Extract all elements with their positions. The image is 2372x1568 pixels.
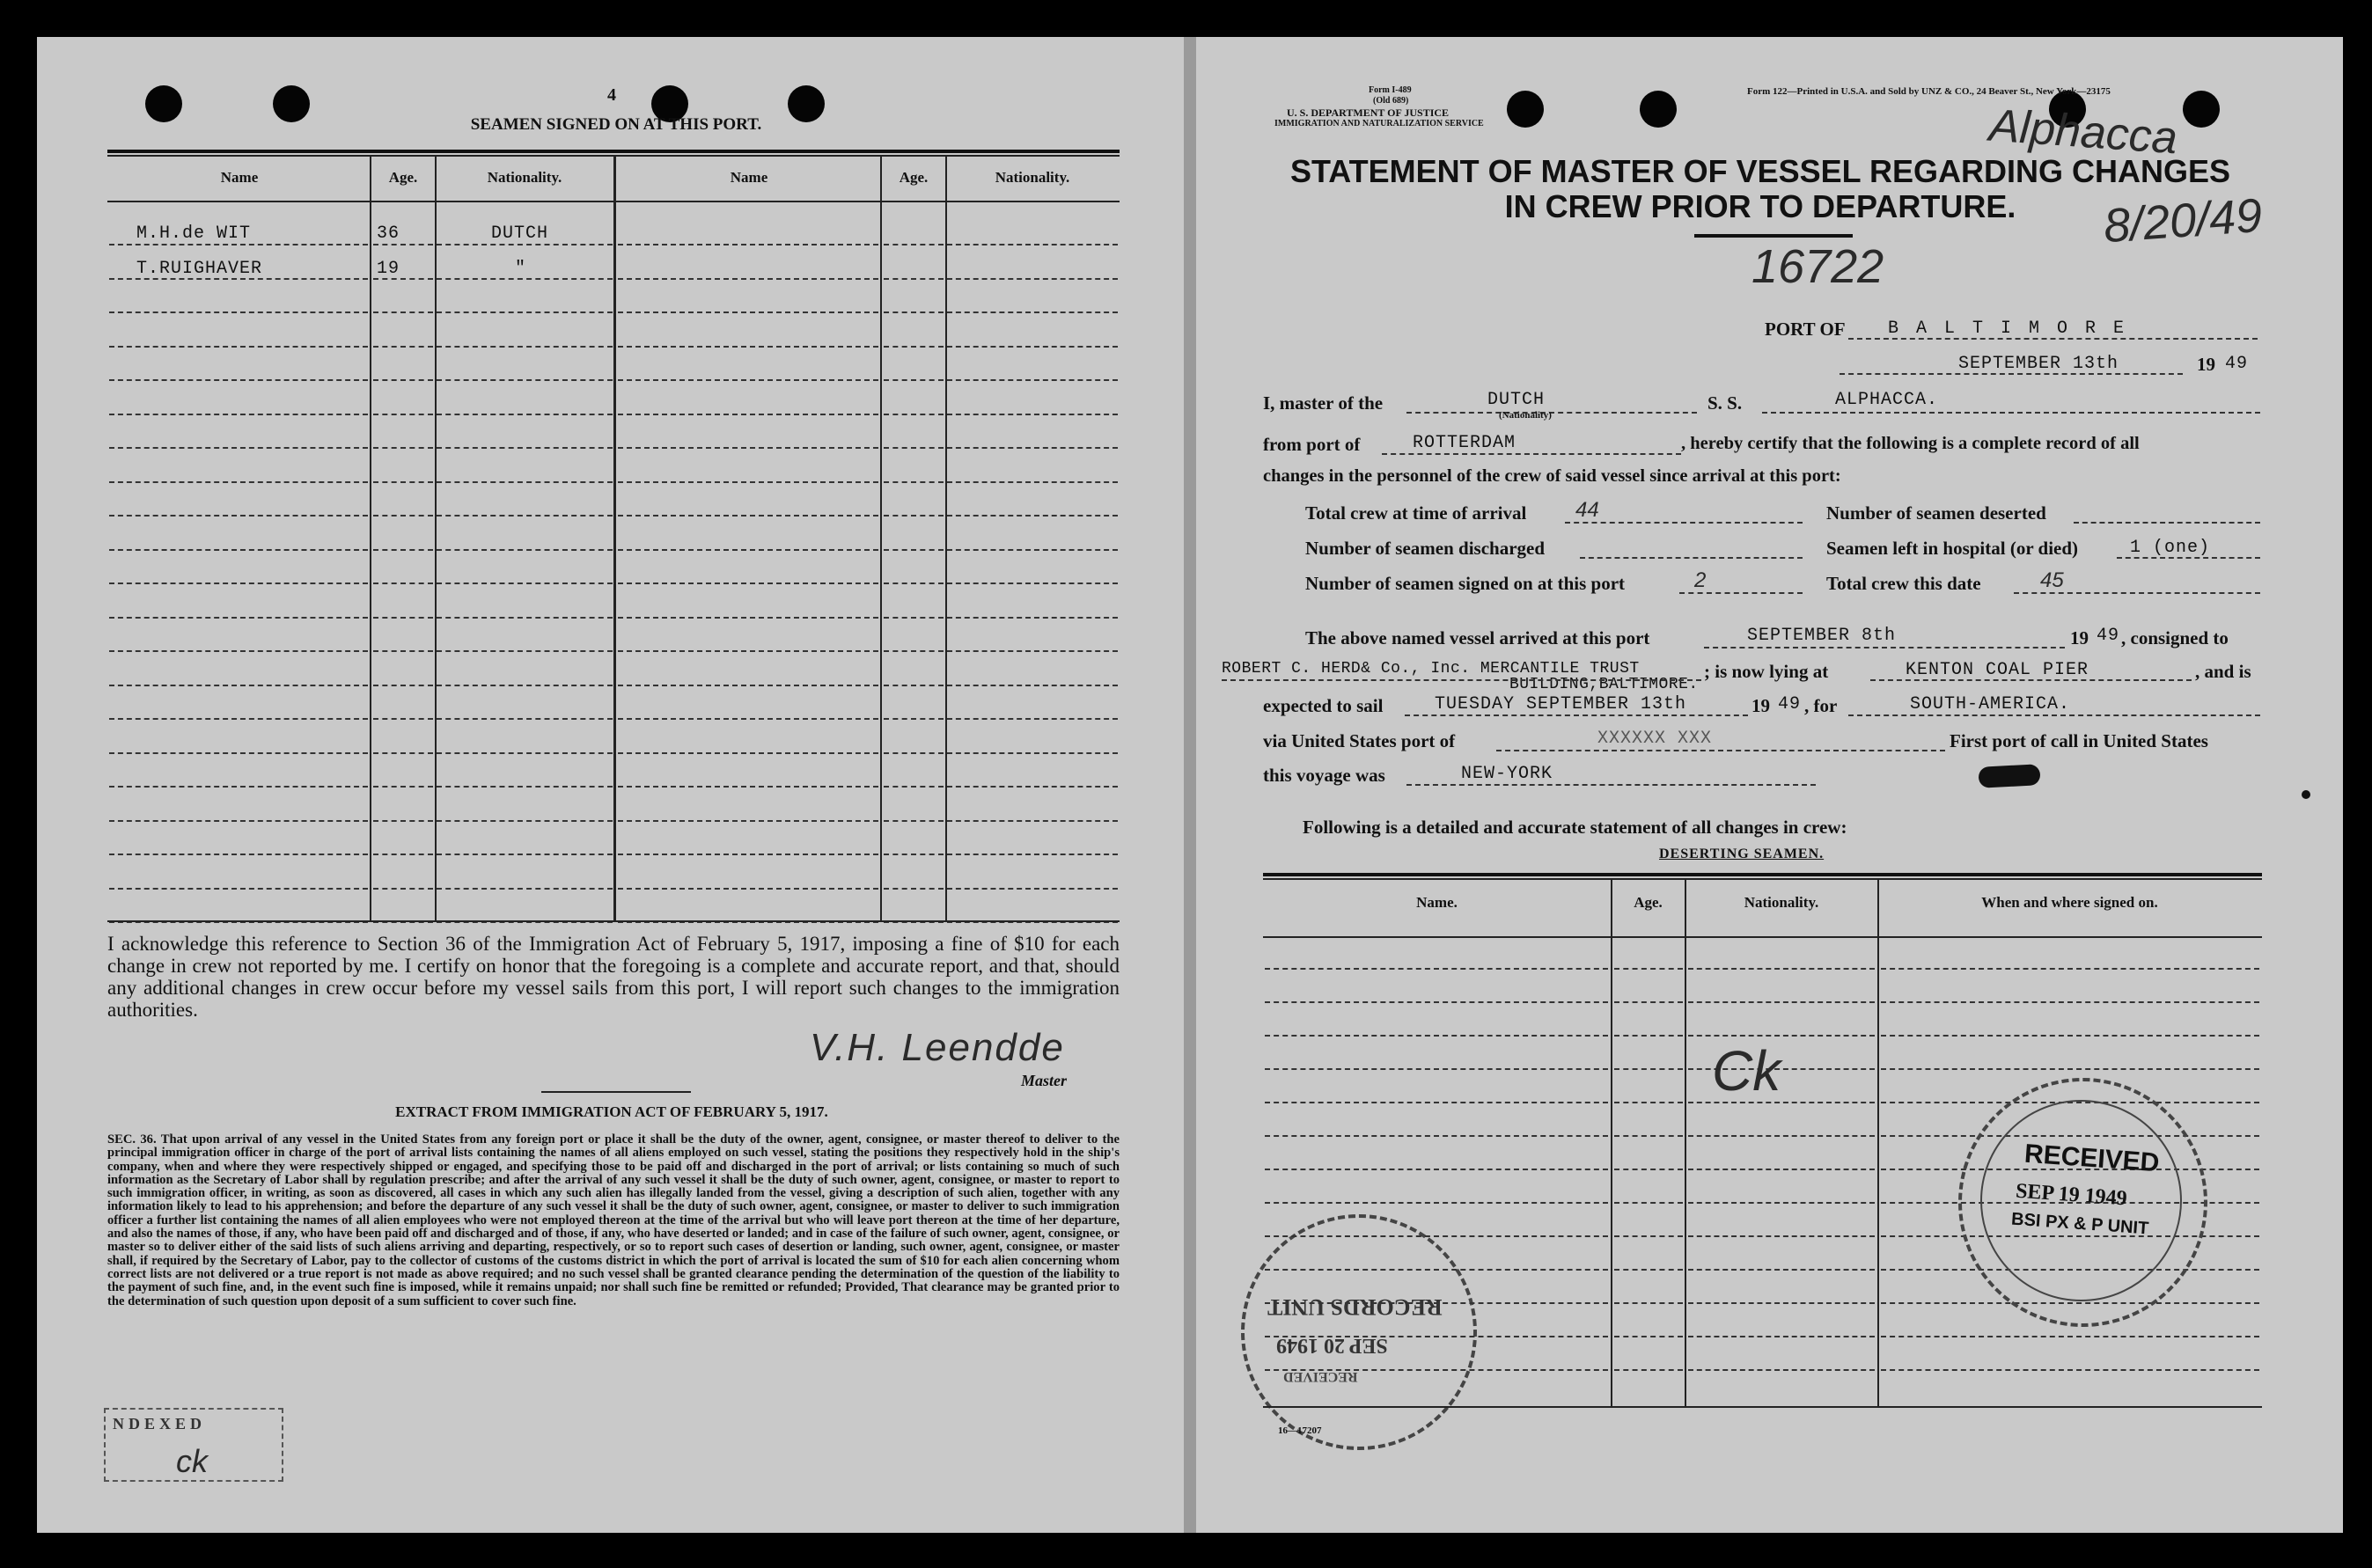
- row-line: [109, 752, 368, 754]
- row-line: [109, 718, 368, 720]
- row-line: [884, 718, 944, 720]
- row-line: [437, 379, 613, 381]
- row-line: [109, 515, 368, 517]
- from-port-line: [1382, 453, 1681, 455]
- row-line: [437, 244, 613, 245]
- row-line: [1614, 1169, 1683, 1170]
- row-line: [109, 854, 368, 855]
- row-line: [373, 481, 433, 483]
- total-arrival-line: [1565, 522, 1803, 524]
- col-divider: [1685, 878, 1686, 1406]
- ship-line: [1762, 412, 2260, 414]
- row-line: [1614, 1369, 1683, 1371]
- row-line: [947, 311, 1118, 313]
- row-line: [109, 888, 368, 890]
- row-line: [1265, 1235, 1608, 1237]
- table-top-rule: [107, 150, 1120, 153]
- department: U. S. DEPARTMENT OF JUSTICE: [1287, 106, 1450, 119]
- col-header-age: Age.: [388, 169, 418, 186]
- footer-code: 16—17207: [1278, 1425, 1322, 1436]
- row-line: [373, 515, 433, 517]
- row-line: [618, 346, 878, 348]
- col-header-name: Name: [220, 169, 259, 186]
- row-line: [1265, 1269, 1608, 1271]
- row-2-nationality: ": [515, 259, 527, 279]
- row-line: [1688, 1135, 1875, 1137]
- row-line: [884, 515, 944, 517]
- row-line: [884, 447, 944, 449]
- row-line: [109, 346, 368, 348]
- row-line: [1688, 1001, 1875, 1003]
- punch-hole: [273, 85, 310, 122]
- col-divider: [880, 155, 882, 920]
- col-divider: [1611, 878, 1612, 1406]
- row-line: [947, 447, 1118, 449]
- row-line: [1881, 1336, 2259, 1337]
- row-line: [884, 650, 944, 652]
- master-signature: V.H. Leendde: [810, 1026, 1065, 1069]
- sail-year-prefix: 19: [1751, 695, 1770, 716]
- row-line: [1265, 1369, 1608, 1371]
- master-of-label: I, master of the: [1263, 392, 1384, 414]
- col-divider: [370, 155, 371, 920]
- col-header-nationality: Nationality.: [487, 169, 562, 186]
- row-line: [947, 820, 1118, 822]
- row-line: [1265, 1035, 1608, 1037]
- row-line: [618, 278, 878, 280]
- row-line: [373, 346, 433, 348]
- records-stamp-text: RECORDS UNIT: [1267, 1294, 1443, 1320]
- row-line: [437, 685, 613, 686]
- row-line: [947, 685, 1118, 686]
- row-line: [618, 854, 878, 855]
- sail-label: expected to sail: [1263, 695, 1384, 716]
- total-date-label: Total crew this date: [1826, 573, 1981, 594]
- row-line: [618, 414, 878, 415]
- row-2-age: 19: [377, 259, 400, 279]
- for-label: , for: [1804, 695, 1838, 716]
- row-line: [1614, 1102, 1683, 1103]
- row-1-name: M.H.de WIT: [136, 223, 252, 244]
- deserting-col-signed-on: When and where signed on.: [1981, 894, 2158, 911]
- form-number: Form I-489: [1369, 85, 1412, 95]
- col-header-name-2: Name: [730, 169, 768, 186]
- hospital-label: Seamen left in hospital (or died): [1826, 538, 2079, 559]
- via-value: XXXXXX XXX: [1597, 729, 1713, 749]
- row-line: [1688, 1302, 1875, 1304]
- deserted-label: Number of seamen deserted: [1826, 502, 2046, 524]
- row-line: [437, 617, 613, 619]
- row-line: [947, 718, 1118, 720]
- via-line: [1496, 750, 1945, 751]
- row-line: [1614, 1035, 1683, 1037]
- row-line: [884, 617, 944, 619]
- row-line: [437, 854, 613, 855]
- row-line: [1265, 1336, 1608, 1337]
- row-line: [437, 515, 613, 517]
- extract-rule: [541, 1091, 691, 1093]
- row-line: [618, 515, 878, 517]
- deserting-title: DESERTING SEAMEN.: [1659, 846, 1825, 861]
- from-port-label: from port of: [1263, 434, 1361, 455]
- row-line: [618, 685, 878, 686]
- via-label: via United States port of: [1263, 730, 1456, 751]
- col-divider: [435, 155, 437, 920]
- row-line: [618, 311, 878, 313]
- row-line: [1265, 1135, 1608, 1137]
- discharged-line: [1580, 557, 1803, 559]
- row-line: [1265, 968, 1608, 970]
- row-line: [109, 447, 368, 449]
- row-line: [1614, 1336, 1683, 1337]
- arrived-value: SEPTEMBER 8th: [1747, 626, 1897, 646]
- nationality-caption: (Nationality): [1499, 410, 1552, 421]
- discharged-label: Number of seamen discharged: [1305, 538, 1546, 559]
- deserting-top-rule-thin: [1263, 878, 2262, 880]
- records-stamp-received: RECEIVED: [1283, 1369, 1358, 1384]
- row-line: [437, 650, 613, 652]
- row-line: [373, 786, 433, 788]
- deserted-line: [2074, 522, 2260, 524]
- row-line: [1265, 1302, 1608, 1304]
- row-line: [373, 447, 433, 449]
- master-label: Master: [1021, 1072, 1068, 1089]
- row-line: [437, 346, 613, 348]
- col-header-age-2: Age.: [899, 169, 929, 186]
- row-line: [437, 447, 613, 449]
- extract-title: EXTRACT FROM IMMIGRATION ACT OF FEBRUARY 5, 1917.: [395, 1103, 828, 1120]
- handwritten-mark: Ck: [1712, 1039, 1781, 1103]
- deserting-col-name: Name.: [1416, 894, 1458, 911]
- deserting-header-underline: [1263, 936, 2262, 938]
- nationality-line: [1406, 412, 1697, 414]
- row-line: [109, 820, 368, 822]
- row-line: [1614, 1302, 1683, 1304]
- and-is: , and is: [2195, 661, 2251, 682]
- row-1-age: 36: [377, 223, 400, 244]
- punch-hole: [2183, 91, 2220, 128]
- row-line: [1265, 1102, 1608, 1103]
- row-line: [1881, 1369, 2259, 1371]
- row-line: [1881, 1068, 2259, 1070]
- col-divider-center: [613, 155, 616, 920]
- arrived-line: [1704, 647, 2065, 648]
- year-suffix: 49: [2225, 354, 2249, 374]
- row-line: [109, 786, 368, 788]
- row-line: [373, 820, 433, 822]
- arrived-label: The above named vessel arrived at this port: [1305, 627, 1650, 648]
- row-line: [618, 820, 878, 822]
- sail-year-suffix: 49: [1778, 694, 1802, 714]
- voyage-line: [1406, 784, 1816, 786]
- row-line: [373, 549, 433, 551]
- row-line: [437, 786, 613, 788]
- row-line: [1688, 1336, 1875, 1337]
- signed-on-value: 2: [1694, 568, 1707, 592]
- row-line: [109, 244, 368, 245]
- ship-value: ALPHACCA.: [1835, 390, 1939, 410]
- row-line: [109, 311, 368, 313]
- sail-line: [1405, 714, 1748, 716]
- row-line: [1614, 1001, 1683, 1003]
- row-line: [947, 244, 1118, 245]
- row-line: [947, 549, 1118, 551]
- row-line: [373, 752, 433, 754]
- lying-label: ; is now lying at: [1704, 661, 1829, 682]
- for-line: [1848, 714, 2260, 716]
- row-line: [1688, 1235, 1875, 1237]
- row-line: [109, 379, 368, 381]
- voyage-label: this voyage was: [1263, 765, 1385, 786]
- row-line: [947, 414, 1118, 415]
- records-stamp-date: SEP 20 1949: [1276, 1334, 1388, 1357]
- row-line: [618, 718, 878, 720]
- row-line: [884, 379, 944, 381]
- row-line: [1614, 1135, 1683, 1137]
- row-line: [618, 481, 878, 483]
- col-divider: [945, 155, 947, 920]
- row-line: [1614, 1068, 1683, 1070]
- row-line: [1688, 1169, 1875, 1170]
- deserting-bottom-rule: [1263, 1406, 2262, 1408]
- row-line: [437, 583, 613, 584]
- row-line: [1688, 1035, 1875, 1037]
- row-line: [618, 617, 878, 619]
- row-line: [437, 888, 613, 890]
- row-line: [437, 752, 613, 754]
- total-arrival-label: Total crew at time of arrival: [1305, 502, 1527, 524]
- year-prefix: 19: [2197, 354, 2215, 375]
- consigned-label: , consigned to: [2121, 627, 2229, 648]
- row-line: [109, 685, 368, 686]
- indexed-stamp: NDEXED: [113, 1415, 207, 1432]
- row-line: [947, 515, 1118, 517]
- row-line: [884, 278, 944, 280]
- received-stamp-unit: BSI PX & P UNIT: [2010, 1209, 2149, 1239]
- row-line: [373, 414, 433, 415]
- lying-value: KENTON COAL PIER: [1906, 660, 2089, 680]
- row-line: [373, 583, 433, 584]
- port-label: PORT OF: [1765, 319, 1846, 340]
- row-line: [1614, 1202, 1683, 1204]
- punch-hole: [1640, 91, 1677, 128]
- row-line: [373, 650, 433, 652]
- deserting-col-age: Age.: [1634, 894, 1663, 911]
- deserting-top-rule: [1263, 873, 2262, 876]
- form-title-line2: IN CREW PRIOR TO DEPARTURE.: [1504, 188, 2016, 224]
- row-line: [1688, 1269, 1875, 1271]
- row-line: [618, 786, 878, 788]
- row-line: [109, 617, 368, 619]
- row-line: [1881, 1035, 2259, 1037]
- extract-text: SEC. 36. That upon arrival of any vessel in the United States from any foreign port or place it shall be the duty of the owner, agent, consignee, or master thereof to deliver to the principal immigration officer in charge of the port of arrival lists containing the names of all aliens employed on such vessel, stating the positions they respectively hold in the ship's company, when and where they were respectively shipped or engaged, and specifying those to be paid off and discharged in the port of arrival; or lists containing so much of such information as the Secretary of Labor shall by regulation prescribe; and after the arrival of any such vessel it shall be the duty of such owner, agent, consignee, or master to report to such immigration officer, in writing, as soon as discovered, all cases in which any such alien has illegally landed from the vessel, giving a description of such alien, together with any information likely to lead to his apprehension; and before the departure of any such vessel it shall be the duty of such owner, agent, consignee, or master to deliver to such immigration officer a further list containing the names of all alien employees who were not employed thereon at the time of the arrival but who will leave port thereon at the time of her departure, and also the names of those, if any, who have been paid off and discharged and of those, if any, who have deserted or landed; and in case of the failure of such owner, agent, consignee, or master so to deliver either of the said lists of such aliens arriving and departing, respectively, or so to report such cases of desertion or landing, such owner, agent, consignee, or master shall, if required by the Secretary of Labor, pay to the collector of customs of the customs district in which the port of arrival is located the sum of $10 for each alien concerning whom correct lists are not delivered or a true report is not made as above required; and no such vessel shall be granted clearance pending the determination of the question of the liability to the payment of such fine, and, in the event such fine is imposed, while it remains unpaid; nor shall such fine be remitted or refunded; Provided, That clearance may be granted prior to the determination of such question upon deposit of a sum sufficient to cover such fine.: [107, 1132, 1120, 1308]
- row-line: [437, 549, 613, 551]
- row-line: [373, 278, 433, 280]
- consignee-value-2: BUILDING,BALTIMORE.: [1509, 676, 1699, 693]
- row-line: [437, 278, 613, 280]
- punch-hole: [1507, 91, 1544, 128]
- sail-value: TUESDAY SEPTEMBER 13th: [1435, 694, 1687, 714]
- row-line: [373, 311, 433, 313]
- row-line: [373, 685, 433, 686]
- row-line: [884, 481, 944, 483]
- row-line: [618, 379, 878, 381]
- row-line: [1688, 968, 1875, 970]
- date-value: SEPTEMBER 13th: [1958, 354, 2119, 374]
- arrived-year-prefix: 19: [2070, 627, 2089, 648]
- row-line: [884, 346, 944, 348]
- row-line: [437, 311, 613, 313]
- ink-blot: [1978, 764, 2040, 788]
- nationality-value: DUTCH: [1487, 390, 1546, 410]
- changes-text: changes in the personnel of the crew of said vessel since arrival at this port:: [1263, 466, 1841, 486]
- deserting-col-nationality: Nationality.: [1744, 894, 1819, 911]
- signed-on-label: Number of seamen signed on at this port: [1305, 573, 1626, 594]
- left-table-title: SEAMEN SIGNED ON AT THIS PORT.: [470, 115, 762, 134]
- ink-dot: [2302, 790, 2310, 799]
- row-line: [109, 414, 368, 415]
- following-text: Following is a detailed and accurate statement of all changes in crew:: [1303, 817, 1847, 838]
- row-line: [947, 650, 1118, 652]
- form-old: (Old 689): [1373, 96, 1409, 106]
- row-2-name: T.RUIGHAVER: [136, 259, 263, 279]
- consignee-value: ROBERT C. HERD& Co., Inc. MERCANTILE TRUST: [1222, 660, 1640, 678]
- col-divider: [1877, 878, 1879, 1406]
- row-line: [884, 311, 944, 313]
- row-line: [947, 481, 1118, 483]
- row-line: [109, 481, 368, 483]
- indexed-initials: ck: [176, 1443, 208, 1479]
- row-line: [373, 379, 433, 381]
- service: IMMIGRATION AND NATURALIZATION SERVICE: [1274, 119, 1484, 128]
- total-date-value: 45: [2040, 568, 2064, 592]
- row-line: [618, 583, 878, 584]
- handwritten-ship-name: Alphacca: [1987, 99, 2179, 165]
- row-line: [373, 854, 433, 855]
- printer-line: Form 122—Printed in U.S.A. and Sold by UNZ & CO., 24 Beaver St., New York—23175: [1747, 86, 2111, 97]
- row-line: [109, 583, 368, 584]
- row-line: [884, 786, 944, 788]
- row-line: [947, 583, 1118, 584]
- col-header-nationality-2: Nationality.: [995, 169, 1070, 186]
- row-line: [884, 820, 944, 822]
- row-line: [1688, 1369, 1875, 1371]
- row-line: [884, 888, 944, 890]
- row-line: [373, 244, 433, 245]
- total-arrival-value: 44: [1575, 498, 1599, 522]
- page-fold: [1184, 37, 1196, 1533]
- punch-hole: [145, 85, 182, 122]
- arrived-year-suffix: 49: [2097, 626, 2120, 646]
- ss-label: S. S.: [1707, 392, 1743, 414]
- row-line: [884, 685, 944, 686]
- row-line: [1614, 968, 1683, 970]
- received-stamp-date: SEP 19 1949: [2015, 1179, 2128, 1211]
- row-line: [884, 244, 944, 245]
- row-line: [1881, 1001, 2259, 1003]
- from-port-value: ROTTERDAM: [1413, 433, 1516, 453]
- first-port-label: First port of call in United States: [1950, 730, 2208, 751]
- row-line: [1614, 1269, 1683, 1271]
- for-value: SOUTH-AMERICA.: [1910, 694, 2071, 714]
- row-line: [947, 888, 1118, 890]
- row-line: [109, 650, 368, 652]
- row-line: [947, 278, 1118, 280]
- row-line: [618, 549, 878, 551]
- row-line: [109, 278, 368, 280]
- row-line: [884, 583, 944, 584]
- row-line: [884, 549, 944, 551]
- page-number: 4: [607, 85, 616, 105]
- row-line: [618, 752, 878, 754]
- row-line: [437, 481, 613, 483]
- table-bottom-rule: [107, 920, 1120, 922]
- row-1-nationality: DUTCH: [491, 223, 549, 244]
- row-line: [1265, 1169, 1608, 1170]
- received-stamp-text: RECEIVED: [2023, 1139, 2161, 1178]
- row-line: [884, 414, 944, 415]
- port-value: B A L T I M O R E: [1888, 319, 2128, 339]
- voyage-value: NEW-YORK: [1461, 764, 1553, 784]
- consignee-line: [1222, 679, 1701, 681]
- row-line: [618, 888, 878, 890]
- row-line: [373, 718, 433, 720]
- row-line: [884, 854, 944, 855]
- row-line: [1881, 968, 2259, 970]
- row-line: [373, 888, 433, 890]
- row-line: [1614, 1235, 1683, 1237]
- row-line: [947, 854, 1118, 855]
- row-line: [1265, 1001, 1608, 1003]
- row-line: [373, 617, 433, 619]
- row-line: [618, 447, 878, 449]
- row-line: [437, 414, 613, 415]
- handwritten-number: 16722: [1751, 240, 1884, 293]
- acknowledgement-text: I acknowledge this reference to Section 36 of the Immigration Act of February 5, 1917, imposing a fine of $10 for each change in crew not reported by me. I certify on honor that the foregoing is a complete and accurate report, and that, should any additional changes in crew occur before my vessel sails from this port, I will report such changes to the immigration authorities.: [107, 933, 1120, 1021]
- form-title-line1: STATEMENT OF MASTER OF VESSEL REGARDING CHANGES: [1289, 153, 2231, 189]
- row-line: [618, 244, 878, 245]
- title-underline: [1694, 234, 1853, 238]
- hospital-value: 1 (one): [2130, 538, 2211, 558]
- row-line: [947, 346, 1118, 348]
- row-line: [1688, 1202, 1875, 1204]
- row-line: [618, 650, 878, 652]
- row-line: [1265, 1068, 1608, 1070]
- row-line: [437, 718, 613, 720]
- row-line: [109, 549, 368, 551]
- row-line: [884, 752, 944, 754]
- row-line: [947, 617, 1118, 619]
- row-line: [1265, 1202, 1608, 1204]
- row-line: [947, 786, 1118, 788]
- row-line: [947, 379, 1118, 381]
- row-line: [947, 752, 1118, 754]
- records-unit-stamp: [1241, 1214, 1477, 1450]
- row-line: [437, 820, 613, 822]
- handwritten-date: 8/20/49: [2102, 188, 2265, 253]
- certify-text: , hereby certify that the following is a complete record of all: [1681, 434, 2140, 453]
